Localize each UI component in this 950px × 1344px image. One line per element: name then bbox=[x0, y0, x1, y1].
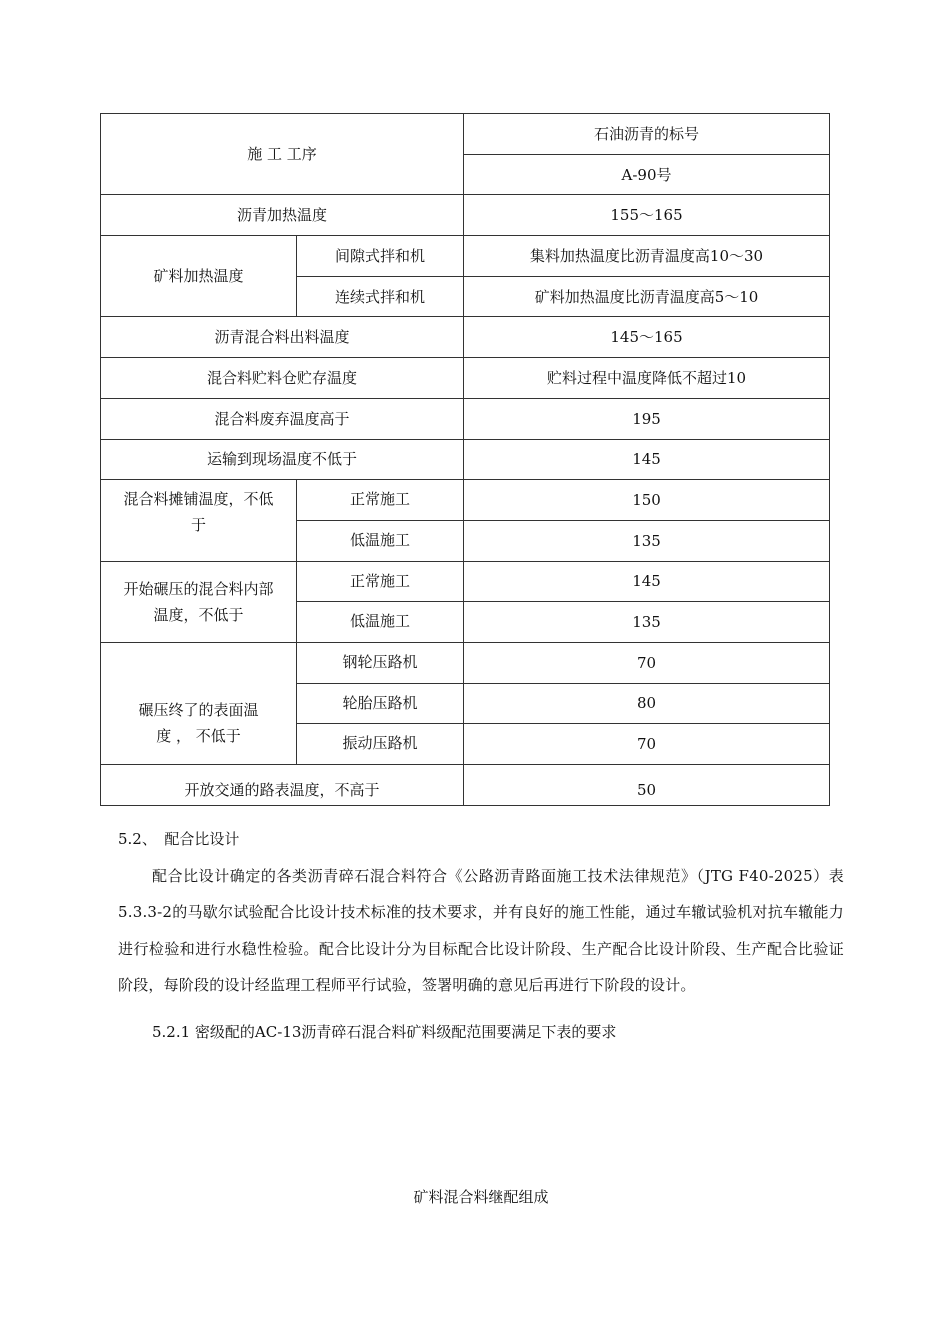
subsection-paragraph: 5.2.1 密级配的AC-13沥青碎石混合料矿料级配范围要满足下表的要求 bbox=[152, 1023, 617, 1041]
section-paragraph: 配合比设计确定的各类沥青碎石混合料符合《公路沥青路面施工技术法律规范》（JTG F40-2025）表5.3.3-2的马歇尔试验配合比设计技术标准的技术要求，并有良好的施工性能，通过车辙试验机对抗车辙能力进行检验和进行水稳性检验。配合比设计分为目标配合比设计阶段、生产配合比设计阶段、生产配合比验证阶段，每阶段的设计经监理工程师平行试验，签署明确的意见后再进行下阶段的设计。 bbox=[118, 867, 844, 995]
table-row: 低温施工 135 bbox=[101, 602, 830, 643]
table-row: 低温施工 135 bbox=[101, 520, 830, 561]
table-caption: 矿料混合料继配组成 bbox=[413, 1188, 549, 1206]
table-row: 矿料加热温度 间隙式拌和机 集料加热温度比沥青温度高10～30 bbox=[101, 236, 830, 277]
header-grade: 石油沥青的标号 bbox=[464, 114, 830, 155]
table-row: 轮胎压路机 80 bbox=[101, 683, 830, 724]
header-grade-value: A-90号 bbox=[464, 154, 830, 195]
header-process: 施 工 工序 bbox=[101, 114, 464, 195]
section-heading: 5.2、 配合比设计 bbox=[118, 830, 240, 848]
table-row: 开放交通的路表温度，不高于 50 bbox=[101, 765, 830, 806]
table-row: 混合料摊铺温度，不低 于 正常施工 150 bbox=[101, 480, 830, 521]
table-row: 振动压路机 70 bbox=[101, 724, 830, 765]
table-row: 混合料贮料仓贮存温度 贮料过程中温度降低不超过10 bbox=[101, 358, 830, 399]
temperature-table bbox=[100, 113, 830, 806]
table-row: 沥青加热温度 155～165 bbox=[101, 195, 830, 236]
table-row: 运输到现场温度不低于 145 bbox=[101, 439, 830, 480]
table-row: 连续式拌和机 矿料加热温度比沥青温度高5～10 bbox=[101, 276, 830, 317]
table-row: 开始碾压的混合料内部 温度，不低于 正常施工 145 bbox=[101, 561, 830, 602]
table-row: 混合料废弃温度高于 195 bbox=[101, 398, 830, 439]
table-row: 沥青混合料出料温度 145～165 bbox=[101, 317, 830, 358]
table-row: 碾压终了的表面温 度 ， 不低于 钢轮压路机 70 bbox=[101, 642, 830, 683]
